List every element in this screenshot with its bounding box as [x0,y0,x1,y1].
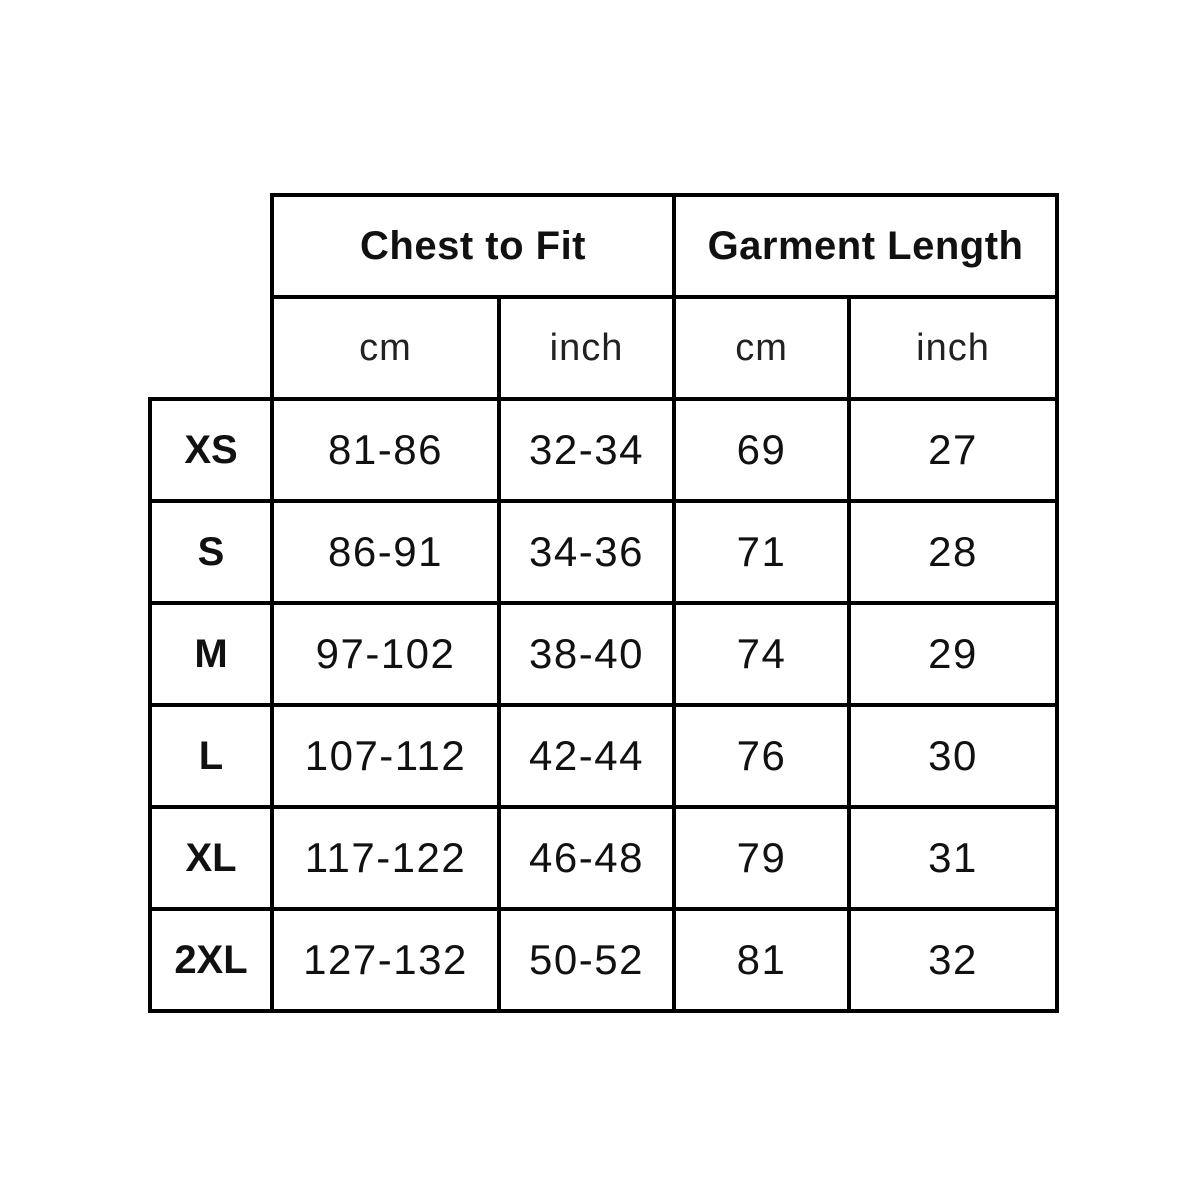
garment-length-header: Garment Length [674,195,1057,297]
chest-cm-value: 81-86 [272,399,499,501]
length-cm-value: 81 [674,909,849,1011]
size-chart [148,193,1059,1013]
length-inch-value: 27 [849,399,1057,501]
chest-cm-value: 107-112 [272,705,499,807]
length-cm-unit-header: cm [674,297,849,399]
size-label: XL [150,807,272,909]
chest-cm-unit-header: cm [272,297,499,399]
unit-header-row [150,297,1057,399]
size-label: S [150,501,272,603]
length-cm-value: 79 [674,807,849,909]
table-row-2xl [150,909,1057,1011]
chest-inch-value: 32-34 [499,399,674,501]
chest-inch-value: 38-40 [499,603,674,705]
chest-cm-value: 127-132 [272,909,499,1011]
chest-inch-value: 42-44 [499,705,674,807]
chest-cm-value: 86-91 [272,501,499,603]
chest-inch-value: 46-48 [499,807,674,909]
size-label: L [150,705,272,807]
length-cm-value: 71 [674,501,849,603]
table-row-xl [150,807,1057,909]
table-row-xs [150,399,1057,501]
empty-corner-cell [150,195,272,399]
chest-inch-value: 50-52 [499,909,674,1011]
length-inch-value: 32 [849,909,1057,1011]
group-header-row [150,195,1057,297]
chest-cm-value: 117-122 [272,807,499,909]
length-inch-value: 30 [849,705,1057,807]
chest-inch-unit-header: inch [499,297,674,399]
chest-to-fit-header: Chest to Fit [272,195,674,297]
length-inch-value: 28 [849,501,1057,603]
size-label: 2XL [150,909,272,1011]
table-row-l [150,705,1057,807]
chest-inch-value: 34-36 [499,501,674,603]
length-inch-value: 29 [849,603,1057,705]
length-cm-value: 76 [674,705,849,807]
table-row-s [150,501,1057,603]
length-cm-value: 69 [674,399,849,501]
length-inch-value: 31 [849,807,1057,909]
chest-cm-value: 97-102 [272,603,499,705]
length-cm-value: 74 [674,603,849,705]
size-label: M [150,603,272,705]
length-inch-unit-header: inch [849,297,1057,399]
size-label: XS [150,399,272,501]
table-row-m [150,603,1057,705]
size-table [148,193,1059,1013]
